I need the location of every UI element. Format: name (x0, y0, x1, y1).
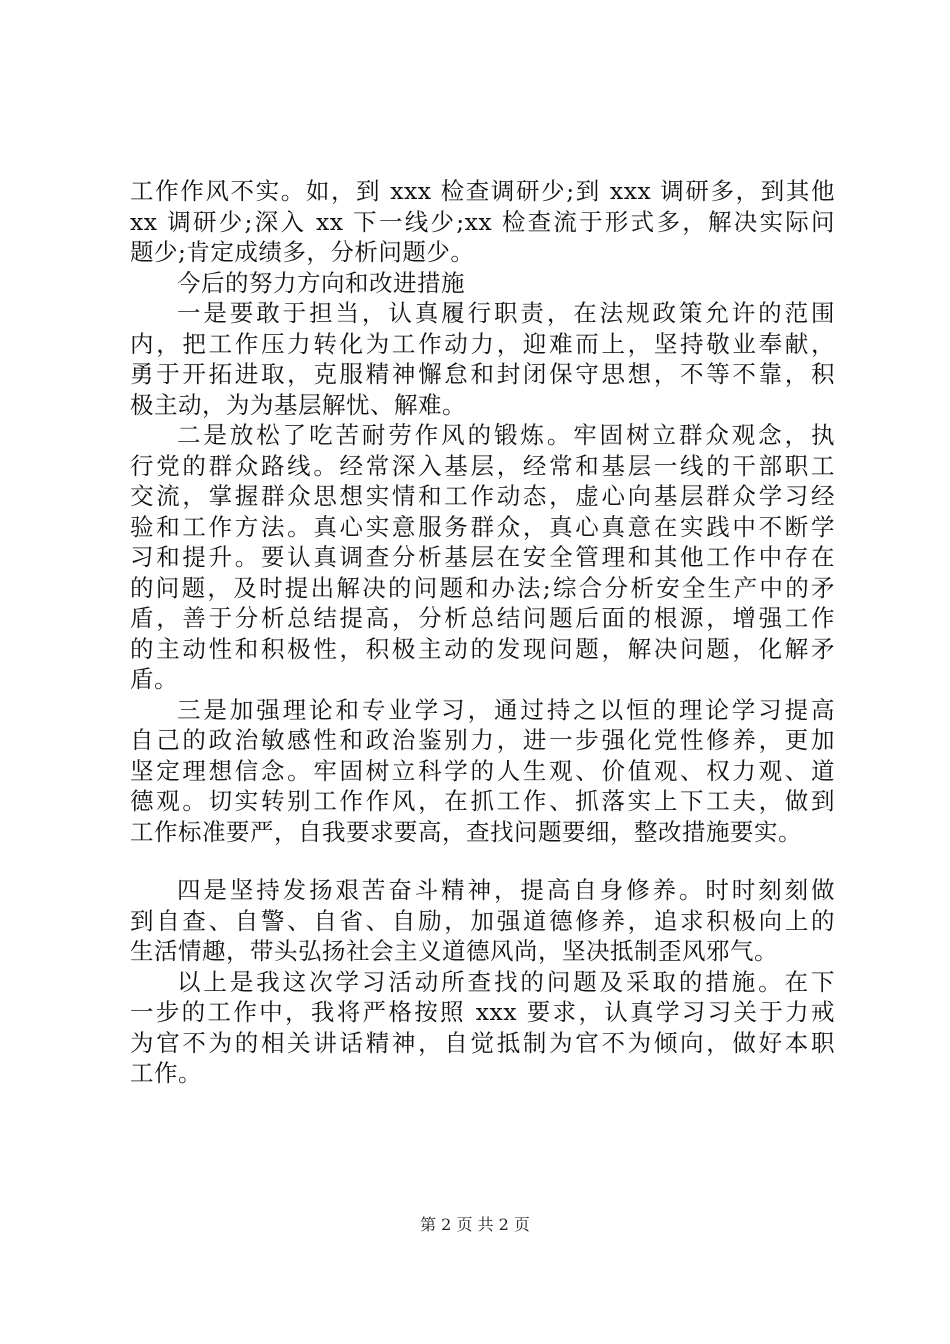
text-line: 验和工作方法。真心实意服务群众，真心真意在实践中不断学 (130, 512, 835, 541)
text-line: 到自查、自警、自省、自励，加强道德修养，追求积极向上的 (130, 906, 835, 935)
text-line: 工作作风不实。如，到 xxx 检查调研少;到 xxx 调研多，到其他 (130, 177, 835, 205)
text-line: 的主动性和积极性，积极主动的发现问题，解决问题，化解矛 (130, 634, 835, 663)
text-line: 极主动，为为基层解忧、解难。 (130, 390, 466, 419)
paragraph-gap (130, 847, 835, 875)
text-line: 一步的工作中，我将严格按照 xxx 要求，认真学习习关于力戒 (130, 998, 835, 1026)
text-line: 内，把工作压力转化为工作动力，迎难而上，坚持敬业奉献， (130, 329, 835, 358)
text-line: 工作。 (130, 1059, 202, 1087)
text-line: 四是坚持发扬艰苦奋斗精神，提高自身修养。时时刻刻做 (177, 876, 835, 904)
text-line: 一是要敢于担当，认真履行职责，在法规政策允许的范围 (177, 299, 835, 327)
text-line: 自己的政治敏感性和政治鉴别力，进一步强化党性修养，更加 (130, 726, 835, 754)
text-line: 盾。 (130, 665, 178, 693)
text-line: 坚定理想信念。牢固树立科学的人生观、价值观、权力观、道 (130, 756, 835, 785)
document-body (130, 176, 835, 1089)
text-line: 题少;肯定成绩多，分析问题少。 (130, 238, 475, 266)
text-line: 以上是我这次学习活动所查找的问题及采取的措施。在下 (177, 967, 835, 996)
section-heading: 今后的努力方向和改进措施 (177, 268, 465, 297)
text-line: 交流，掌握群众思想实情和工作动态，虚心向基层群众学习经 (130, 482, 835, 510)
text-line: 工作标准要严，自我要求要高，查找问题要细，整改措施要实。 (130, 817, 802, 846)
text-line: 为官不为的相关讲话精神，自觉抵制为官不为倾向，做好本职 (130, 1028, 835, 1057)
text-line: 的问题，及时提出解决的问题和办法;综合分析安全生产中的矛 (130, 573, 835, 602)
text-line: 二是放松了吃苦耐劳作风的锻炼。牢固树立群众观念，执 (177, 421, 835, 449)
text-line: xx 调研少;深入 xx 下一线少;xx 检查流于形式多，解决实际问 (130, 207, 835, 236)
text-line: 习和提升。要认真调查分析基层在安全管理和其他工作中存在 (130, 543, 835, 571)
text-line: 德观。切实转别工作作风，在抓工作、抓落实上下工夫，做到 (130, 787, 835, 815)
text-line: 生活情趣，带头弘扬社会主义道德风尚，坚决抵制歪风邪气。 (130, 937, 778, 965)
text-line: 盾，善于分析总结提高，分析总结问题后面的根源，增强工作 (130, 604, 835, 632)
page-footer: 第 2 页 共 2 页 (420, 1215, 530, 1234)
text-line: 三是加强理论和专业学习，通过持之以恒的理论学习提高 (177, 695, 835, 724)
text-line: 勇于开拓进取，克服精神懈怠和封闭保守思想，不等不靠，积 (130, 360, 835, 388)
text-line: 行党的群众路线。经常深入基层，经常和基层一线的干部职工 (130, 451, 835, 480)
